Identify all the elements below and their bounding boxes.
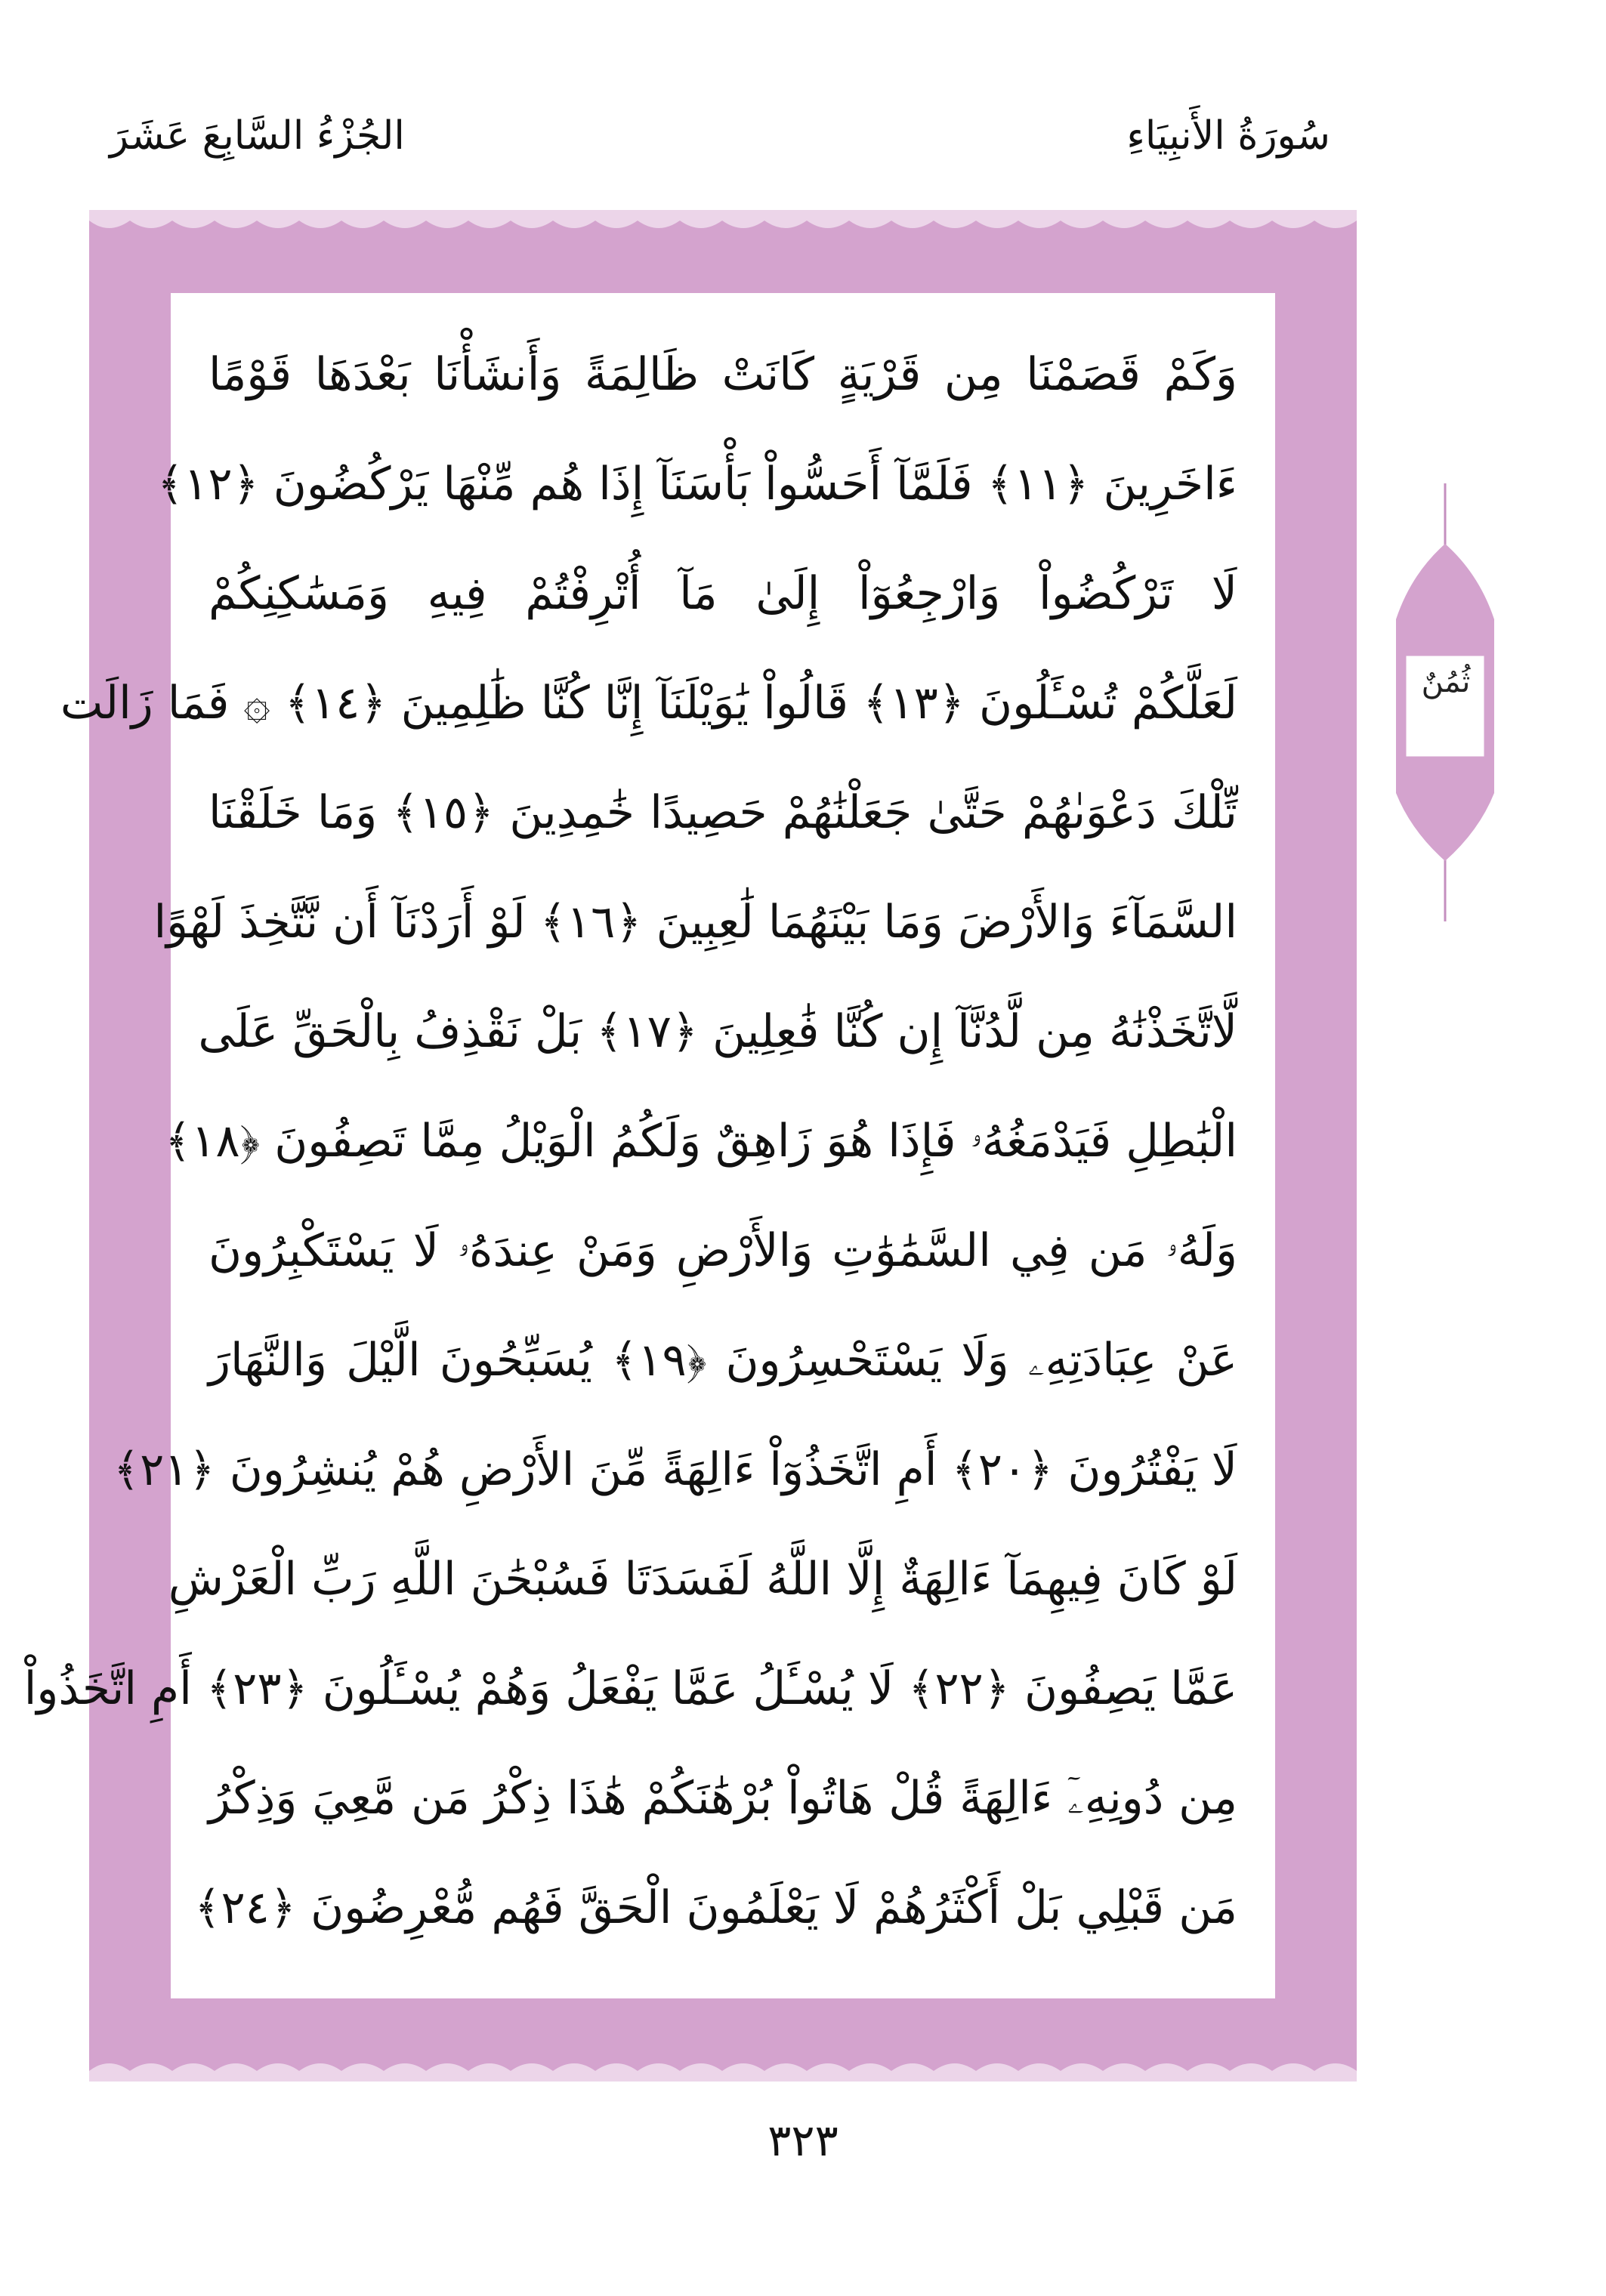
verse-line: السَّمَآءَ وَالأَرْضَ وَمَا بَيْنَهُمَا لَٰعِبِينَ ﴿١٦﴾ لَوْ أَرَدْنَآ أَن نَّتَّخِذَ لَهْوًا (153, 896, 1237, 949)
verse-line: لَعَلَّكُمْ تُسْـَٔلُونَ ﴿١٣﴾ قَالُواْ يَٰوَيْلَنَآ إِنَّا كُنَّا ظَٰلِمِينَ ﴿١٤﴾ ۞ فَمَا زَالَت (60, 677, 1237, 730)
ornamental-frame (23, 210, 1357, 2082)
verse-line: عَنْ عِبَادَتِهِۦ وَلَا يَسْتَحْسِرُونَ ﴿١٩﴾ يُسَبِّحُونَ الَّيْلَ وَالنَّهَارَ (208, 1334, 1237, 1387)
verse-line: الْبَٰطِلِ فَيَدْمَغُهُۥ فَإِذَا هُوَ زَاهِقٌ وَلَكُمُ الْوَيْلُ مِمَّا تَصِفُونَ ﴿١٨﴾ (164, 1115, 1237, 1168)
verse-line: مِن دُونِهِۦٓ ءَالِهَةً قُلْ هَاتُواْ بُرْهَٰنَكُمْ هَٰذَا ذِكْرُ مَن مَّعِيَ وَذِكْرُ (208, 1772, 1237, 1825)
verse-line: وَكَمْ قَصَمْنَا مِن قَرْيَةٍ كَانَتْ ظَالِمَةً وَأَنشَأْنَا بَعْدَهَا قَوْمًا (208, 348, 1237, 401)
verse-line: تِّلْكَ دَعْوَىٰهُمْ حَتَّىٰ جَعَلْنَٰهُمْ حَصِيدًا خَٰمِدِينَ ﴿١٥﴾ وَمَا خَلَقْنَا (208, 786, 1237, 839)
verse-line: لَوْ كَانَ فِيهِمَآ ءَالِهَةٌ إِلَّا اللَّهُ لَفَسَدَتَا فَسُبْحَٰنَ اللَّهِ رَبِّ الْعَرْشِ (168, 1553, 1237, 1606)
verse-line: ءَاخَرِينَ ﴿١١﴾ فَلَمَّآ أَحَسُّواْ بَأْسَنَآ إِذَا هُم مِّنْهَا يَرْكُضُونَ ﴿١٢﴾ (156, 458, 1237, 511)
verse-line: لَا تَرْكُضُواْ وَارْجِعُوٓاْ إِلَىٰ مَآ أُتْرِفْتُمْ فِيهِ وَمَسَٰكِنِكُمْ (208, 567, 1237, 620)
verse-line: وَلَهُۥ مَن فِي السَّمَٰوَٰتِ وَالأَرْضِ وَمَنْ عِندَهُۥ لَا يَسْتَكْبِرُونَ (208, 1224, 1237, 1277)
juz-name-header: الجُزْءُ السَّابِعَ عَشَرَ (110, 113, 405, 159)
verse-line: مَن قَبْلِي بَلْ أَكْثَرُهُمْ لَا يَعْلَمُونَ الْحَقَّ فَهُم مُّعْرِضُونَ ﴿٢٤﴾ (194, 1881, 1237, 1934)
hizb-label: ثُمُنٌ (1421, 665, 1471, 699)
hizb-marker-icon (1388, 483, 1502, 921)
page-number: ٣٢٣ (767, 2115, 839, 2166)
verse-line: لَا يَفْتُرُونَ ﴿٢٠﴾ أَمِ اتَّخَذُوٓاْ ءَالِهَةً مِّنَ الأَرْضِ هُمْ يُنشِرُونَ ﴿٢١﴾ (113, 1443, 1237, 1496)
surah-name-header: سُورَةُ الأَنبِيَاءِ (1126, 113, 1330, 159)
verse-lines (23, 293, 1275, 1998)
verse-line: عَمَّا يَصِفُونَ ﴿٢٢﴾ لَا يُسْـَٔلُ عَمَّا يَفْعَلُ وَهُمْ يُسْـَٔلُونَ ﴿٢٣﴾ أَمِ اتَّخَذُواْ (23, 1662, 1237, 1715)
text-panel (23, 293, 1275, 1998)
verse-line: لَّاتَّخَذْنَٰهُ مِن لَّدُنَّآ إِن كُنَّا فَٰعِلِينَ ﴿١٧﴾ بَلْ نَقْذِفُ بِالْحَقِّ عَلَى (198, 1005, 1237, 1058)
